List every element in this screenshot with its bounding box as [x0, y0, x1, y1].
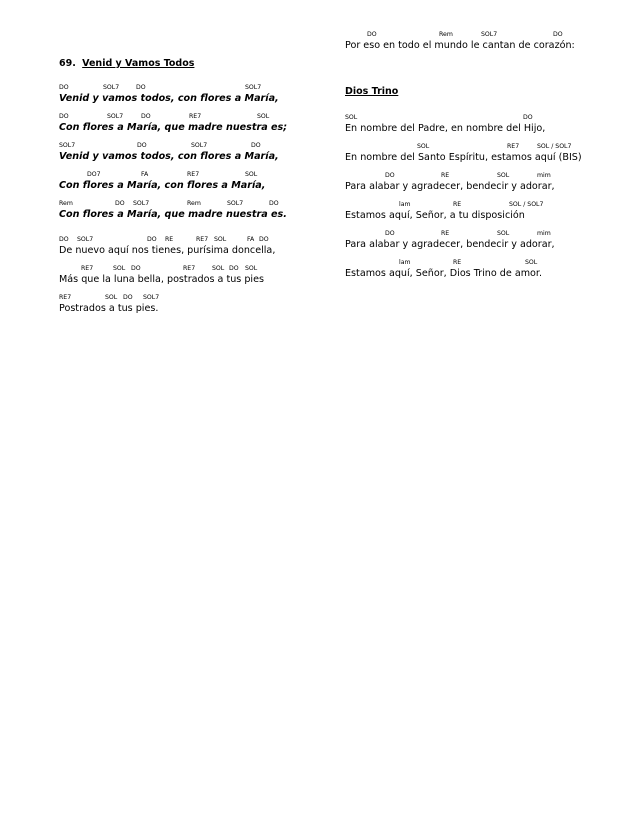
chord: SOL / SOL7 — [537, 143, 572, 150]
chord: DO — [136, 84, 146, 91]
chord: DO — [59, 84, 69, 91]
chord: DO — [523, 114, 533, 121]
chord: RE — [165, 236, 174, 243]
chord: SOL — [113, 265, 126, 272]
lyric-line: Venid y vamos todos, con flores a María, — [59, 151, 279, 162]
chord: lam — [399, 259, 411, 266]
chord: Rem — [59, 200, 73, 207]
lyric-line: Estamos aquí, Señor, a tu disposición — [345, 210, 525, 221]
chord: DO — [229, 265, 239, 272]
chord: RE7 — [187, 171, 200, 178]
chord: SOL — [105, 294, 118, 301]
chord-line — [59, 235, 299, 244]
chord: RE7 — [507, 143, 520, 150]
chord: mim — [537, 230, 551, 237]
chord: SOL — [212, 265, 225, 272]
lyric-line: Con flores a María, que madre nuestra es; — [59, 122, 288, 133]
chord: SOL7 — [133, 200, 150, 207]
chord-line — [59, 141, 299, 150]
chord: DO — [385, 172, 395, 179]
chord-line — [59, 170, 299, 179]
lyric-line: Para alabar y agradecer, bendecir y adorar, — [345, 181, 555, 192]
chord-line — [59, 83, 299, 92]
lyric-line: En nombre del Santo Espíritu, estamos aquí (BIS) — [345, 152, 582, 163]
chord: FA — [141, 171, 149, 178]
chord-line — [59, 293, 299, 302]
chord: SOL7 — [59, 142, 76, 149]
lyric-line: Más que la luna bella, postrados a tus pies — [59, 274, 265, 285]
chord: lam — [399, 201, 411, 208]
chord: SOL — [257, 113, 270, 120]
chord: RE — [453, 259, 462, 266]
chord: DO — [131, 265, 141, 272]
lyric-line: Por eso en todo el mundo le cantan de corazón: — [345, 40, 575, 51]
chord-line — [345, 30, 605, 39]
chord: SOL7 — [77, 236, 94, 243]
chord: DO — [385, 230, 395, 237]
right-column — [345, 30, 605, 280]
chord: SOL — [345, 114, 358, 121]
chord: DO — [59, 236, 69, 243]
chord: DO — [137, 142, 147, 149]
chord: SOL — [245, 265, 258, 272]
chord: SOL — [497, 172, 510, 179]
chord: SOL7 — [107, 113, 124, 120]
chord: SOL7 — [481, 31, 498, 38]
lyric-line: Venid y vamos todos, con flores a María, — [59, 93, 279, 104]
song-title: Dios Trino — [345, 86, 399, 97]
chord: SOL / SOL7 — [509, 201, 544, 208]
chord: RE — [441, 172, 450, 179]
chord: SOL — [525, 259, 538, 266]
chord: SOL7 — [191, 142, 208, 149]
lyric-line: Para alabar y agradecer, bendecir y adorar, — [345, 239, 555, 250]
chord: SOL7 — [245, 84, 262, 91]
song-title — [59, 58, 299, 69]
chord: Rem — [439, 31, 453, 38]
chord: RE7 — [183, 265, 196, 272]
chord: SOL7 — [227, 200, 244, 207]
chord: DO — [259, 236, 269, 243]
chord: SOL — [214, 236, 227, 243]
chord-line — [345, 171, 605, 180]
chord: SOL — [245, 171, 258, 178]
chord: DO — [251, 142, 261, 149]
chord-line — [59, 264, 299, 273]
chord: SOL — [497, 230, 510, 237]
chord-line — [59, 112, 299, 121]
chord: DO — [59, 113, 69, 120]
chord-line — [345, 200, 605, 209]
chord: SOL — [417, 143, 430, 150]
chord: FA — [247, 236, 255, 243]
chord: DO — [141, 113, 151, 120]
chord: SOL7 — [143, 294, 160, 301]
song-title-text: Venid y Vamos Todos — [82, 58, 195, 69]
lyric-line: Estamos aquí, Señor, Dios Trino de amor. — [345, 268, 543, 279]
lyric-line: De nuevo aquí nos tienes, purísima doncella, — [59, 245, 276, 256]
chord: DO — [115, 200, 125, 207]
chord-line — [345, 229, 605, 238]
left-column — [59, 58, 299, 315]
chord: SOL7 — [103, 84, 120, 91]
lyric-line: En nombre del Padre, en nombre del Hijo, — [345, 123, 546, 134]
chord: DO — [123, 294, 133, 301]
chord: DO — [269, 200, 279, 207]
chord: Rem — [187, 200, 201, 207]
chord: RE7 — [59, 294, 72, 301]
chord: RE — [441, 230, 450, 237]
chord: DO7 — [87, 171, 101, 178]
chord-line — [59, 199, 299, 208]
chord: DO — [147, 236, 157, 243]
chord: RE — [453, 201, 462, 208]
chord: DO — [367, 31, 377, 38]
chord: RE7 — [196, 236, 209, 243]
song-number: 69. — [59, 58, 76, 69]
lyric-line: Con flores a María, que madre nuestra es. — [59, 209, 287, 220]
lyric-line: Postrados a tus pies. — [59, 303, 159, 314]
chord: mim — [537, 172, 551, 179]
lyric-line: Con flores a María, con flores a María, — [59, 180, 266, 191]
chord-line — [345, 113, 605, 122]
chord-line — [345, 142, 605, 151]
chord-line — [345, 258, 605, 267]
chord: DO — [553, 31, 563, 38]
chord: RE7 — [189, 113, 202, 120]
chord: RE7 — [81, 265, 94, 272]
